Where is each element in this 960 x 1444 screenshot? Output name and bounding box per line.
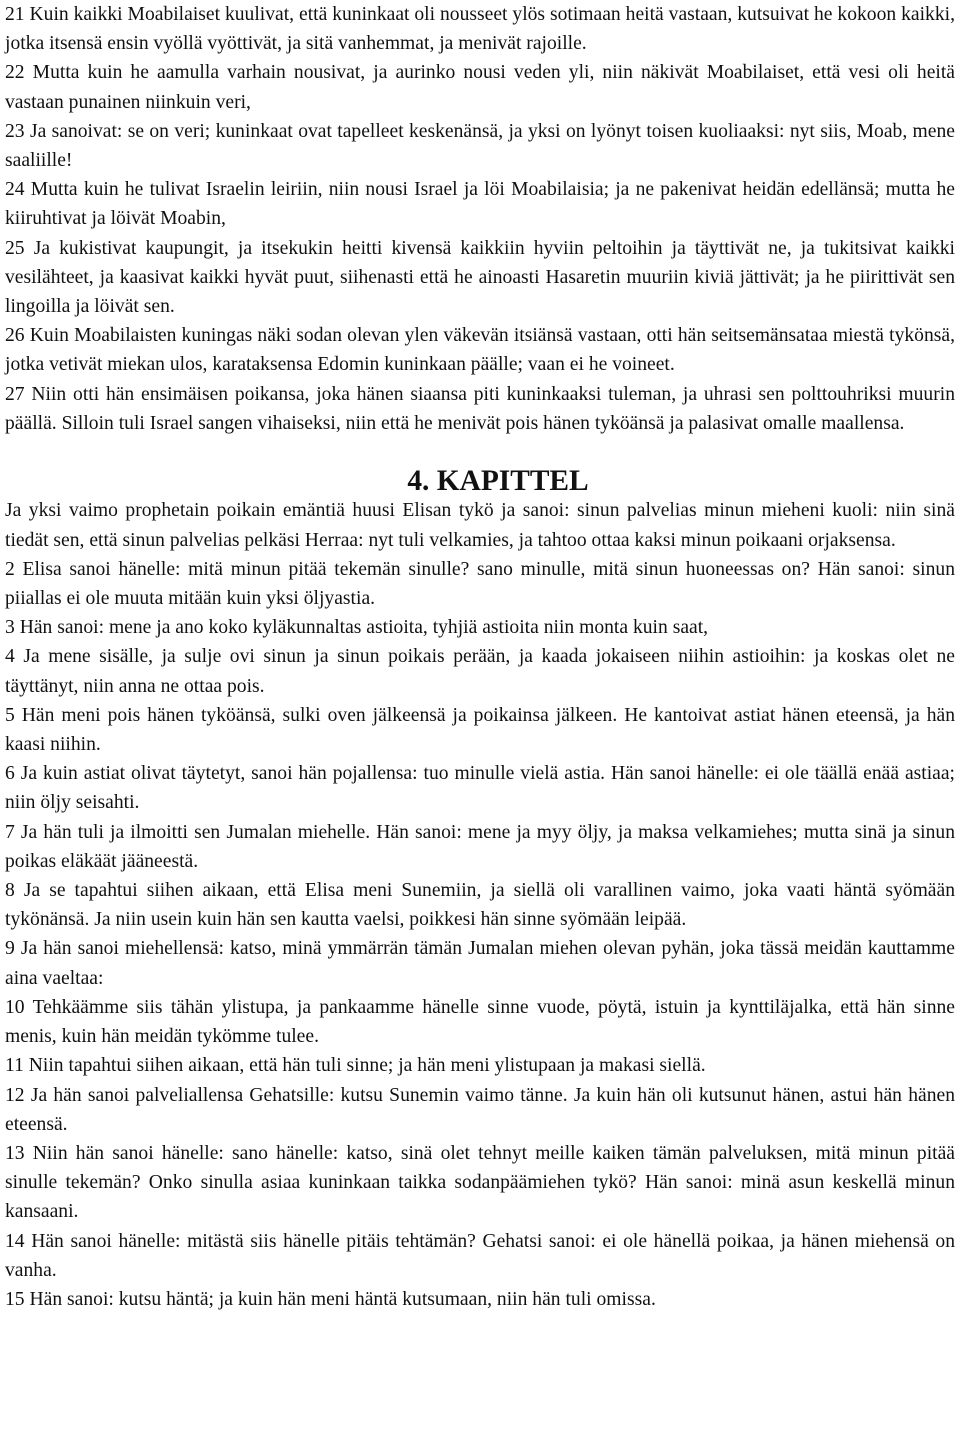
verse-4: 4 Ja mene sisälle, ja sulje ovi sinun ja sinun poikais perään, ja kaada jokaiseen niihin astioihin: ja koskas olet ne täyttänyt, niin anna ne ottaa pois. xyxy=(5,646,955,697)
verse-5: 5 Hän meni pois hänen tyköänsä, sulki oven jälkeensä ja poikainsa jälkeen. He kantoivat astiat hänen eteensä, ja hän kaasi niihin. xyxy=(5,704,955,756)
verse-1: Ja yksi vaimo prophetain poikain emäntiä huusi Elisan tykö ja sanoi: sinun palvelias minun mieheni kuoli: niin sinä tiedät sen, että sinun palvelias pelkäsi Herraa: nyt tuli velkamies, ja tahtoo ottaa kaksi minun poikaani orjaksensa. xyxy=(5,500,955,551)
verse-12: 12 Ja hän sanoi palveliallensa Gehatsille: kutsu Sunemin vaimo tänne. Ja kuin hän oli kutsunut hänen, astui hän hänen eteensä. xyxy=(5,1084,955,1135)
verse-14: 14 Hän sanoi hänelle: mitästä siis hänelle pitäis tehtämän? Gehatsi sanoi: ei ole hänellä poikaa, ja hänen miehensä on vanha. xyxy=(5,1230,955,1281)
previous-chapter-verses xyxy=(5,0,955,438)
chapter-heading: 4. KAPITTEL xyxy=(407,465,589,498)
verse-2: 2 Elisa sanoi hänelle: mitä minun pitää tekemän sinulle? sano minulle, mitä sinun huoneessas on? Hän sanoi: sinun piiallas ei ole muuta mitään kuin yksi öljyastia. xyxy=(5,558,955,610)
verse-8: 8 Ja se tapahtui siihen aikaan, että Elisa meni Sunemiin, ja siellä oli varallinen vaimo, joka vaati häntä syömään tykönänsä. Ja niin usein kuin hän sen kautta vaelsi, poikkesi hän sinne syömään leipää. xyxy=(5,880,955,931)
verse-26: 26 Kuin Moabilaisten kuningas näki sodan olevan ylen väkevän itsiänsä vastaan, otti hän seitsemänsataa miestä tykönsä, jotka vetivät miekan ulos, karataksensa Edomin kuninkaan päälle; vaan ei he voineet. xyxy=(5,325,955,376)
verse-15: 15 Hän sanoi: kutsu häntä; ja kuin hän meni häntä kutsumaan, niin hän tuli omissa. xyxy=(5,1288,656,1310)
verse-6: 6 Ja kuin astiat olivat täytetyt, sanoi hän pojallensa: tuo minulle vielä astia. Hän sanoi hänelle: ei ole täällä enää astiaa; niin öljy seisahti. xyxy=(5,763,955,814)
verse-7: 7 Ja hän tuli ja ilmoitti sen Jumalan miehelle. Hän sanoi: mene ja myy öljy, ja maksa velkamiehes; mutta sinä ja sinun poikas eläkäät jääneestä. xyxy=(5,821,955,872)
verse-10: 10 Tehkäämme siis tähän ylistupa, ja pankaamme hänelle sinne vuode, pöytä, istuin ja kynttiläjalka, että hän sinne menis, kuin hän meidän tykömme tulee. xyxy=(5,996,955,1048)
verse-22: 22 Mutta kuin he aamulla varhain nousivat, ja aurinko nousi veden yli, niin näkivät Moabilaiset, että vesi oli heitä vastaan punainen niinkuin veri, xyxy=(5,62,955,113)
verse-11: 11 Niin tapahtui siihen aikaan, että hän tuli sinne; ja hän meni ylistupaan ja makasi siellä. xyxy=(5,1055,706,1077)
heading-spacer xyxy=(5,438,955,467)
chapter-4-verses xyxy=(5,496,955,1314)
verse-9: 9 Ja hän sanoi miehellensä: katso, minä ymmärrän tämän Jumalan miehen olevan pyhän, joka tässä meidän kauttamme aina vaeltaa: xyxy=(5,938,955,989)
verse-24: 24 Mutta kuin he tulivat Israelin leiriin, niin nousi Israel ja löi Moabilaisia; ja ne pakenivat heidän edellänsä; mutta he kiiruhtivat ja löivät Moabin, xyxy=(5,179,955,230)
verse-21: 21 Kuin kaikki Moabilaiset kuulivat, että kuninkaat oli nousseet ylös sotimaan heitä vastaan, kutsuivat he kokoon kaikki, jotka itsensä ensin vyöllä vyöttivät, ja sitä vanhemmat, ja menivät rajoille. xyxy=(5,4,955,55)
verse-23: 23 Ja sanoivat: se on veri; kuninkaat ovat tapelleet keskenänsä, ja yksi on lyönyt toisen kuoliaaksi: nyt siis, Moab, mene saaliille! xyxy=(5,120,955,172)
verse-25: 25 Ja kukistivat kaupungit, ja itsekukin heitti kivensä kaikkiin hyviin peltoihin ja täyttivät ne, ja tukitsivat kaikki vesilähteet, ja kaasivat kaikki hyvät puut, siihenasti että he ainoasti Hasaretin muuriin kiviä jättivät; ja he piirittivät sen lingoilla ja löivät sen. xyxy=(5,237,955,318)
document-page xyxy=(5,0,955,1314)
verse-13: 13 Niin hän sanoi hänelle: sano hänelle: katso, sinä olet tehnyt meille kaiken tämän palveluksen, mitä minun pitää sinulle tekemän? Onko sinulla asiaa kuninkaan taikka sodanpäämiehen tykö? Hän sanoi: minä asun keskellä minun kansaani. xyxy=(5,1142,955,1223)
verse-3: 3 Hän sanoi: mene ja ano koko kyläkunnaltas astioita, tyhjiä astioita niin monta kuin saat, xyxy=(5,617,709,639)
verse-27: 27 Niin otti hän ensimäisen poikansa, joka hänen siaansa piti kuninkaaksi tuleman, ja uhrasi sen polttouhriksi muurin päällä. Silloin tuli Israel sangen vihaiseksi, niin että he menivät pois hänen tyköänsä ja palasivat omalle maallensa. xyxy=(5,383,955,434)
